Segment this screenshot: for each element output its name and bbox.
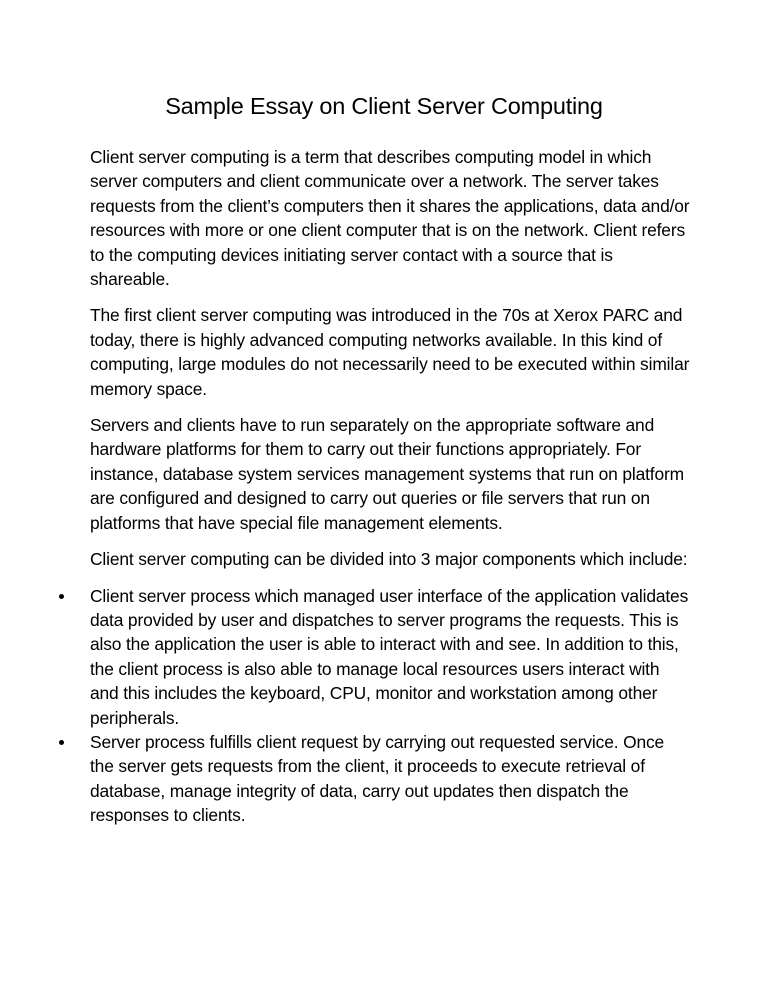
list-item	[90, 730, 690, 828]
paragraph: Servers and clients have to run separately on the appropriate software and hardware platforms for them to carry out their functions appropriately. For instance, database system services management systems that run on platform are configured and designed to carry out queries or file servers that run on platforms that have special file management elements.	[90, 415, 684, 533]
component-list	[90, 584, 690, 828]
paragraph: Client server computing is a term that describes computing model in which server computers and client communicate over a network. The server takes requests from the client’s computers then it shares the applications, data and/or resources with more or one client computer that is on the network. Client refers to the computing devices initiating server contact with a source that is shareable.	[90, 147, 690, 290]
bullet-icon	[59, 740, 64, 745]
list-item-text: Client server process which managed user interface of the application validates data provided by user and dispatches to server programs the requests. This is also the application the user is able to interact with and see. In addition to this, the client process is also able to manage local resources users interact with and this includes the keyboard, CPU, monitor and workstation among other peripherals.	[90, 585, 689, 728]
list-item-text: Server process fulfills client request by carrying out requested service. Once the server gets requests from the client, it proceeds to execute retrieval of database, manage integrity of data, carry out updates then dispatch the responses to clients.	[90, 731, 665, 826]
paragraph: Client server computing can be divided into 3 major components which include:	[90, 549, 688, 570]
list-item	[90, 584, 690, 730]
paragraph: The first client server computing was introduced in the 70s at Xerox PARC and today, there is highly advanced computing networks available. In this kind of computing, large modules do not necessarily need to be executed within similar memory space.	[90, 305, 690, 399]
bullet-icon	[59, 594, 64, 599]
essay-body	[90, 145, 690, 828]
page-title: Sample Essay on Client Server Computing	[165, 93, 603, 119]
